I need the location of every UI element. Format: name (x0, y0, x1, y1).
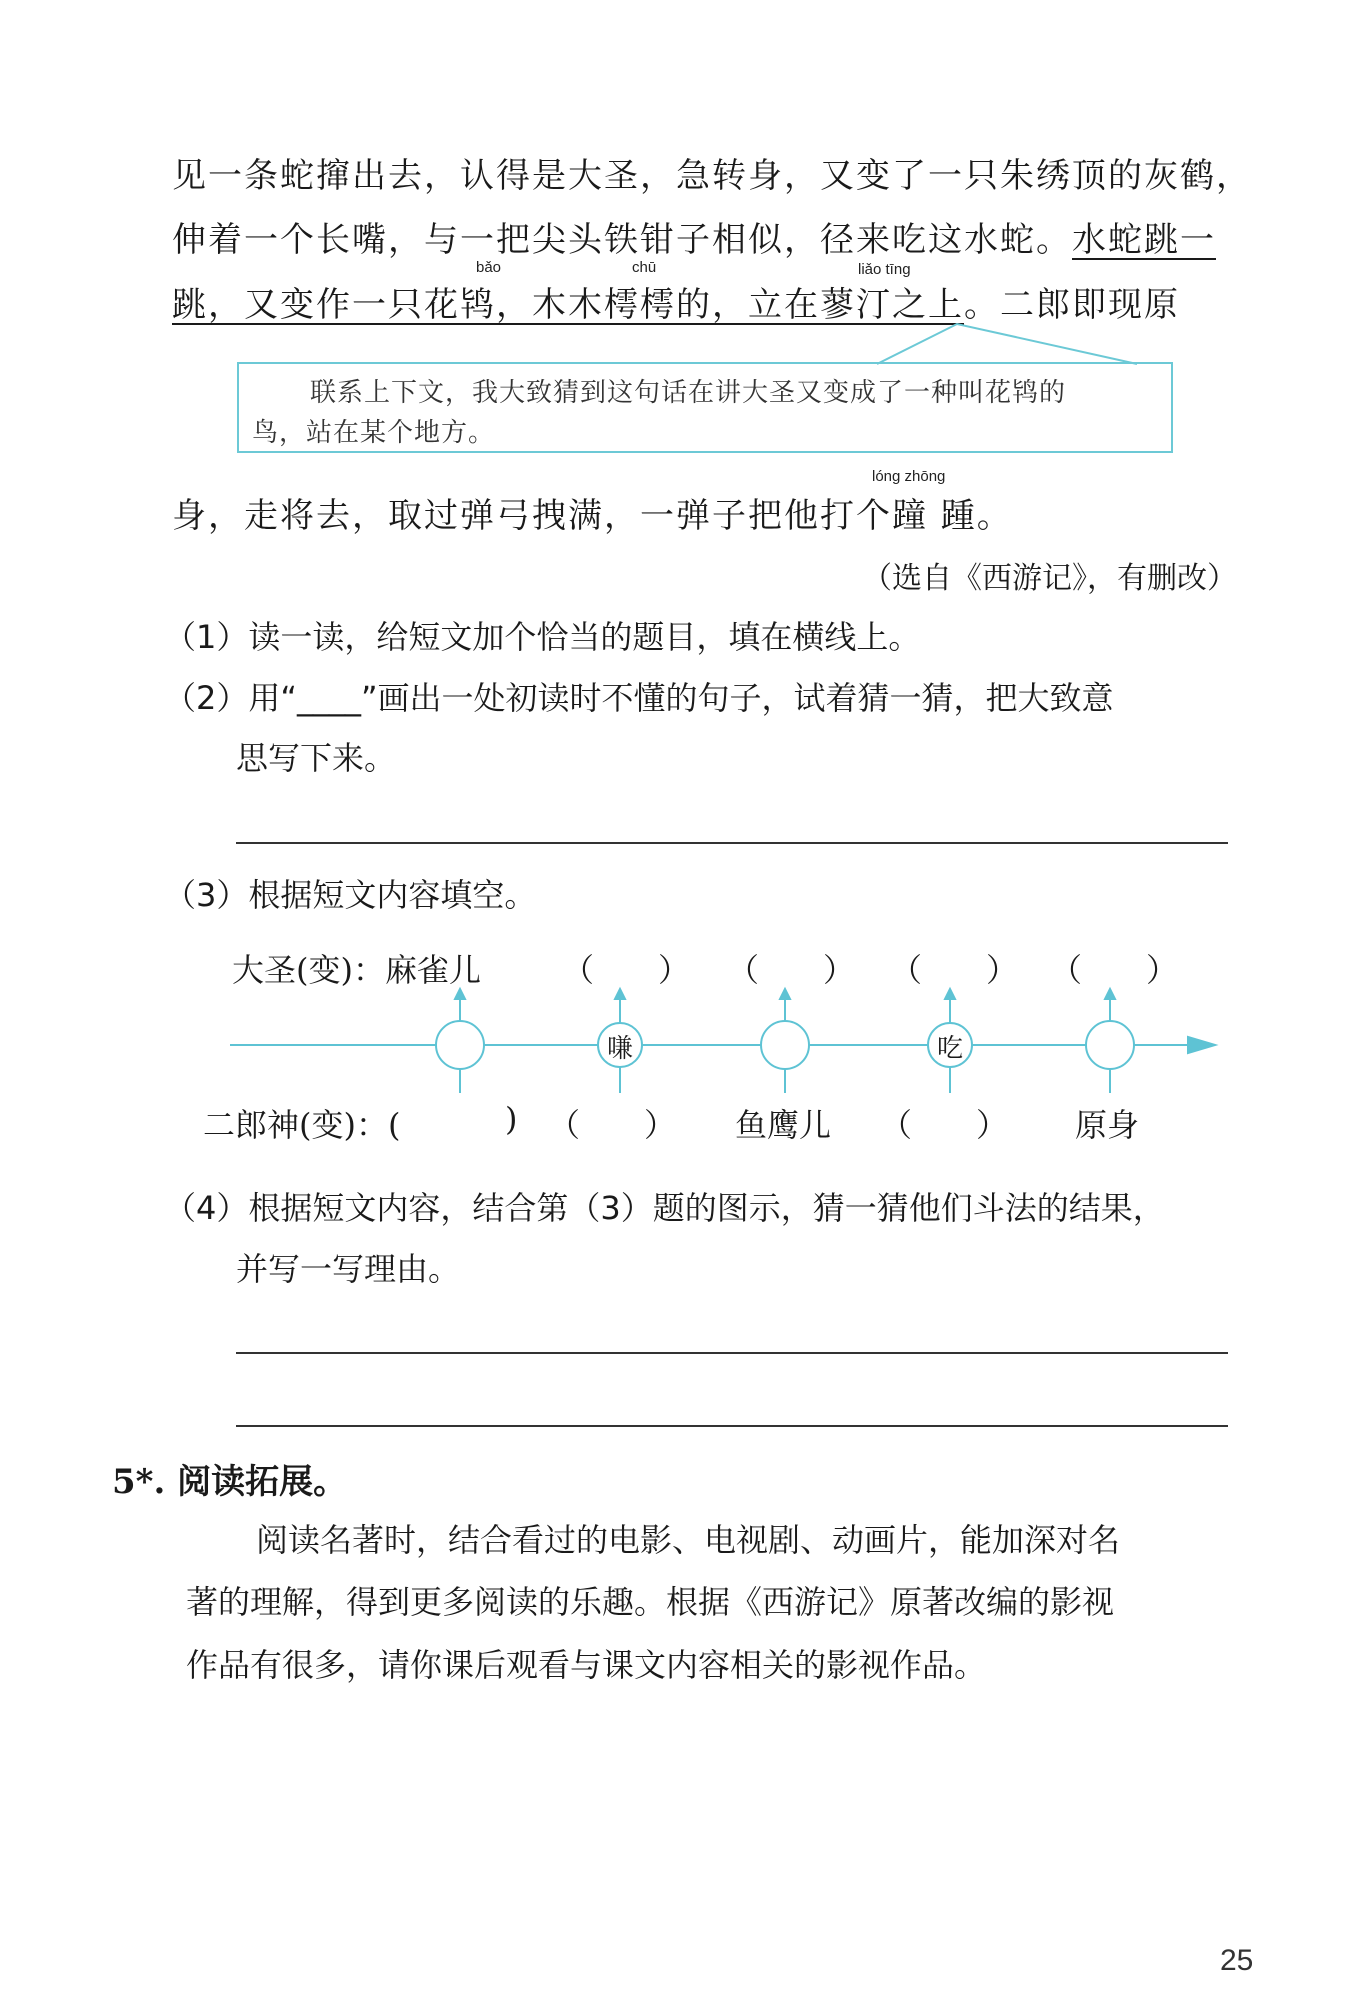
bottom-label-fish-hawk: 鱼鹰儿 (735, 1106, 832, 1144)
bottom-label-original: 原身 (1075, 1106, 1140, 1144)
bottom-blank-2[interactable]: （ ） (548, 1106, 677, 1144)
question-4-line-1: （4）根据短文内容，结合第（3）题的图示，猜一猜他们斗法的结果， (164, 1189, 1165, 1227)
section-5-line-1: 阅读名著时，结合看过的电影、电视剧、动画片，能加深对名 (256, 1521, 1121, 1559)
story-source: （选自《西游记》，有删改） (862, 561, 1237, 596)
diagram-timeline (220, 985, 1230, 1095)
note-line-1: 联系上下文，我大致猜到这句话在讲大圣又变成了一种叫花鸨的 (310, 378, 1067, 408)
pinyin-chu: chū (632, 259, 657, 276)
pinyin-liaoting: liǎo tīng (858, 261, 911, 278)
story-line-3a-underlined: 跳，又变作一只花鸨，木木樗樗的，立在蓼汀之上 (172, 285, 964, 325)
question-2-line-1: （2）用“____”画出一处初读时不懂的句子，试着猜一猜，把大致意 (164, 679, 1114, 717)
section-5-line-2: 著的理解，得到更多阅读的乐趣。根据《西游记》原著改编的影视 (186, 1583, 1115, 1621)
answer-line-q4-2[interactable] (236, 1425, 1228, 1427)
question-2-line-2: 思写下来。 (236, 739, 397, 777)
pinyin-bao: bǎo (476, 259, 502, 276)
bottom-blank-1-close: ) (505, 1100, 518, 1138)
node-bite-label: 嗛 (607, 1034, 634, 1064)
section-5-heading: 5*. 阅读拓展。 (112, 1462, 348, 1502)
bottom-blank-3[interactable]: （ ） (880, 1106, 1009, 1144)
question-4-line-2: 并写一写理由。 (236, 1250, 461, 1288)
top-blank-2[interactable]: （ ） (727, 951, 856, 989)
story-line-4: 身，走将去，取过弹弓拽满，一弹子把他打个蹱 踵。 (172, 496, 1013, 536)
story-line-1: 见一条蛇撺出去，认得是大圣，急转身，又变了一只朱绣顶的灰鹤， (172, 156, 1252, 196)
story-line-2b-underlined: 水蛇跳一 (1072, 220, 1216, 260)
story-line-3b: 。二郎即现原 (964, 285, 1180, 325)
question-1: （1）读一读，给短文加个恰当的题目，填在横线上。 (164, 618, 921, 656)
answer-line-q2[interactable] (236, 842, 1228, 844)
node-circle-1 (436, 1021, 484, 1069)
node-circle-3 (761, 1021, 809, 1069)
top-blank-4[interactable]: （ ） (1050, 951, 1179, 989)
answer-line-q4-1[interactable] (236, 1352, 1228, 1354)
section-5-line-3: 作品有很多，请你课后观看与课文内容相关的影视作品。 (186, 1646, 987, 1684)
story-line-2 (172, 212, 1216, 261)
note-line-2: 鸟，站在某个地方。 (252, 418, 496, 448)
diagram-top-label: 大圣(变)：麻雀儿 (232, 951, 481, 989)
diagram-bottom-label: 二郎神(变)：( (203, 1106, 401, 1144)
story-line-2a: 伸着一个长嘴，与一把尖头铁钳子相似，径来吃这水蛇。 (172, 220, 1072, 260)
node-circle-5 (1086, 1021, 1134, 1069)
page-number: 25 (1220, 1944, 1254, 1977)
timeline-arrowhead (1188, 1037, 1215, 1053)
question-3: （3）根据短文内容填空。 (164, 876, 537, 914)
top-blank-1[interactable]: （ ） (562, 951, 691, 989)
pinyin-longzhong: lóng zhōng (872, 468, 946, 485)
node-eat-label: 吃 (937, 1034, 964, 1064)
top-blank-3[interactable]: （ ） (890, 951, 1019, 989)
story-line-3 (172, 277, 1180, 326)
